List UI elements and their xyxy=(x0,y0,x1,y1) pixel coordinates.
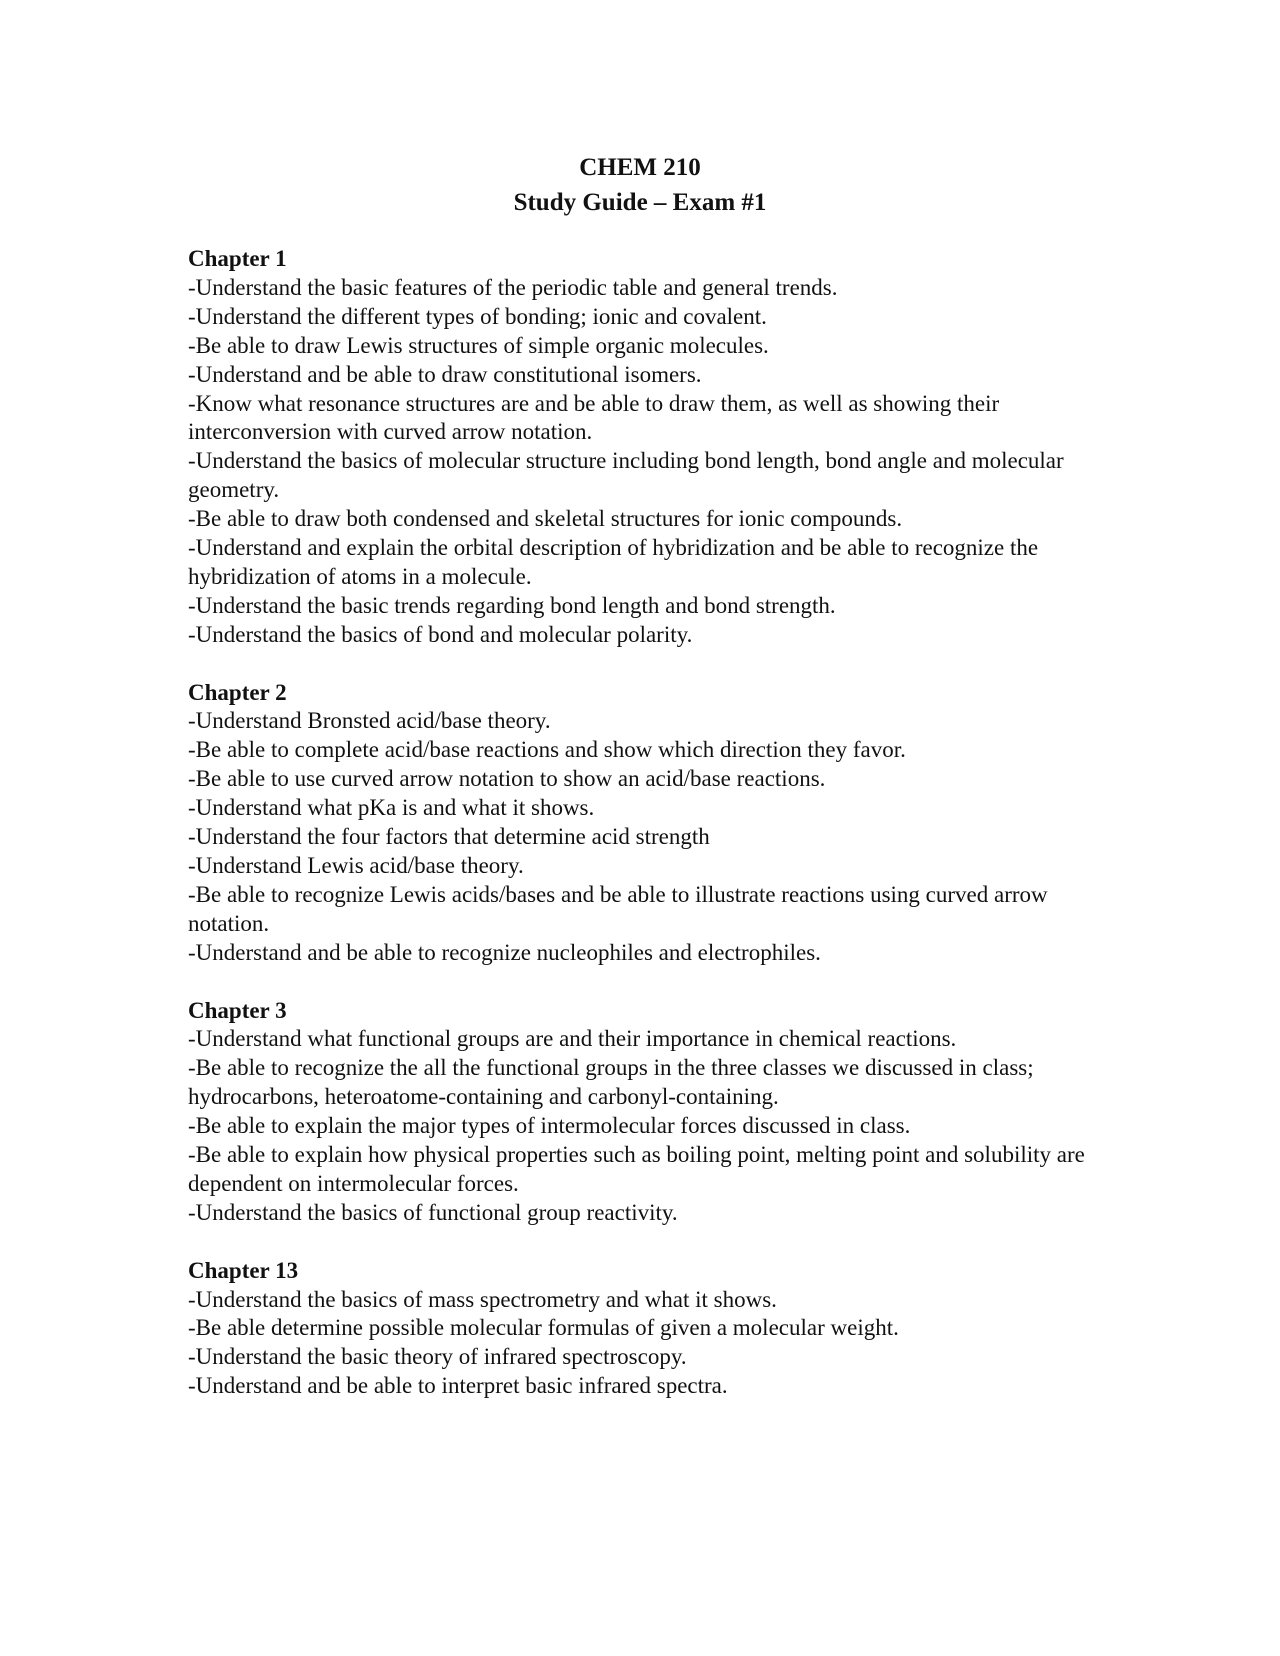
objective-item: -Understand and explain the orbital description of hybridization and be able to recognize the hybridization of atoms in a molecule. xyxy=(188,535,1039,589)
objective-list xyxy=(188,274,1088,650)
chapter-section xyxy=(188,245,1088,650)
objective-item: -Understand the basics of molecular structure including bond length, bond angle and molecular geometry. xyxy=(188,448,1064,503)
objective-item: -Be able to recognize Lewis acids/bases and be able to illustrate reactions using curved arrow notation. xyxy=(188,881,1048,936)
objective-item: -Understand the basics of mass spectrometry and what it shows. xyxy=(188,1286,777,1312)
chapter-section xyxy=(188,997,1088,1228)
objective-item: -Understand Lewis acid/base theory. xyxy=(188,853,524,879)
objective-item: -Understand the different types of bonding; ionic and covalent. xyxy=(188,303,767,329)
objective-item: -Be able to recognize the all the functional groups in the three classes we discussed in class; hydrocarbons, heteroatome-containing and carbonyl-containing. xyxy=(188,1055,1034,1110)
objective-list xyxy=(188,1286,1088,1402)
chapter-heading: Chapter 13 xyxy=(188,1257,299,1283)
objective-item: -Understand and be able to interpret basic infrared spectra. xyxy=(188,1373,728,1399)
objective-item: -Understand the four factors that determine acid strength xyxy=(188,824,710,850)
objective-item: -Understand and be able to draw constitutional isomers. xyxy=(188,361,702,387)
objective-list xyxy=(188,1025,1088,1227)
objective-item: -Be able to explain how physical properties such as boiling point, melting point and solubility are dependent on intermolecular forces. xyxy=(188,1142,1085,1196)
objective-list xyxy=(188,707,1088,967)
chapter-heading: Chapter 3 xyxy=(188,997,287,1023)
chapter-heading: Chapter 1 xyxy=(188,246,287,271)
objective-item: -Know what resonance structures are and be able to draw them, as well as showing their interconversion with curved arrow notation. xyxy=(188,390,1000,445)
objective-item: -Understand the basics of bond and molecular polarity. xyxy=(188,621,693,647)
objective-item: -Understand and be able to recognize nucleophiles and electrophiles. xyxy=(188,939,821,965)
objective-item: -Understand the basic trends regarding bond length and bond strength. xyxy=(188,592,836,618)
document-title: Study Guide – Exam #1 xyxy=(513,189,767,216)
objective-item: -Understand the basic features of the periodic table and general trends. xyxy=(188,274,838,300)
document-header xyxy=(0,150,1280,220)
objective-item: -Be able determine possible molecular formulas of given a molecular weight. xyxy=(188,1315,899,1341)
objective-item: -Be able to draw Lewis structures of simple organic molecules. xyxy=(188,332,769,358)
course-title: CHEM 210 xyxy=(579,154,701,181)
objective-item: -Be able to explain the major types of intermolecular forces discussed in class. xyxy=(188,1113,911,1139)
study-guide-content xyxy=(188,245,1088,1401)
objective-item: -Understand the basics of functional group reactivity. xyxy=(188,1199,678,1225)
objective-item: -Be able to use curved arrow notation to show an acid/base reactions. xyxy=(188,766,826,792)
chapter-heading: Chapter 2 xyxy=(188,679,287,705)
objective-item: -Understand Bronsted acid/base theory. xyxy=(188,708,551,734)
objective-item: -Be able to draw both condensed and skeletal structures for ionic compounds. xyxy=(188,506,903,532)
objective-item: -Understand what functional groups are and their importance in chemical reactions. xyxy=(188,1026,957,1052)
objective-item: -Understand the basic theory of infrared spectroscopy. xyxy=(188,1344,687,1370)
objective-item: -Understand what pKa is and what it shows. xyxy=(188,795,595,821)
chapter-section xyxy=(188,679,1088,968)
chapter-section xyxy=(188,1257,1088,1402)
objective-item: -Be able to complete acid/base reactions and show which direction they favor. xyxy=(188,737,906,763)
